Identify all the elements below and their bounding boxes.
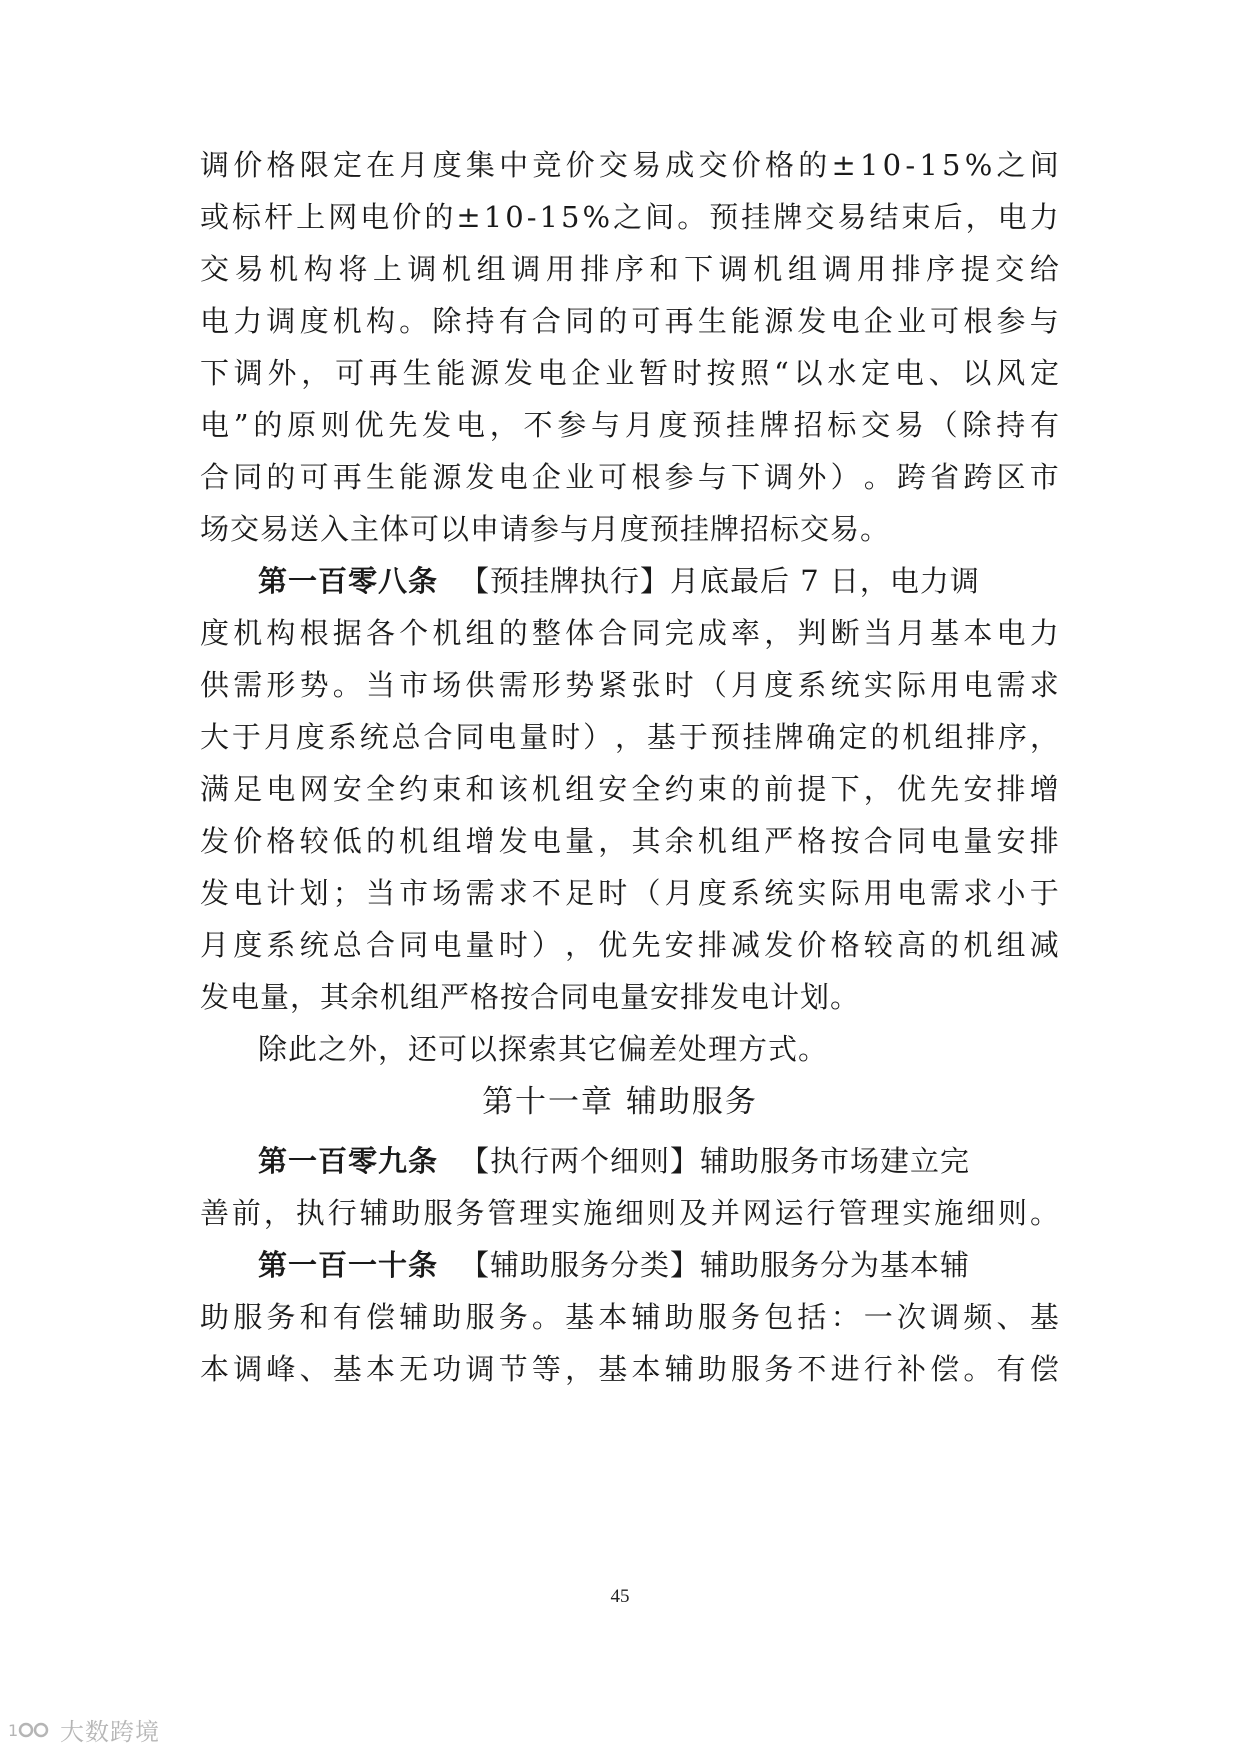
article-110-heading: 第一百一十条 [258, 1248, 439, 1282]
text-line: 发 电 计 划 ； 当 市 场 需 求 不 足 时 （ 月 度 系 统 实 际 用 电 需 求 小 于 [200, 876, 1060, 910]
text-line: 或 标 杆 上 网 电 价 的 ± 1 0 - 1 5 % 之 间 。 预 挂 牌 交 易 结 束 后 ， 电 力 [200, 200, 1060, 234]
text-line: 本 调 峰 、 基 本 无 功 调 节 等 ， 基 本 辅 助 服 务 不 进 行 补 偿 。 有 偿 [200, 1352, 1060, 1386]
text-line: 交 易 机 构 将 上 调 机 组 调 用 排 序 和 下 调 机 组 调 用 排 序 提 交 给 [200, 252, 1060, 286]
text-line: 电 ” 的 原 则 优 先 发 电 ， 不 参 与 月 度 预 挂 牌 招 标 交 易 （ 除 持 有 [200, 408, 1060, 442]
article-108-heading: 第一百零八条 [258, 564, 439, 598]
text-line: 场交易送入主体可以申请参与月度预挂牌招标交易。 [200, 512, 891, 546]
text-line: 度 机 构 根 据 各 个 机 组 的 整 体 合 同 完 成 率 ， 判 断 当 月 基 本 电 力 [200, 616, 1060, 650]
article-110-text: 辅助服务分为基本辅 [700, 1248, 971, 1282]
article-108-first-line [258, 560, 1060, 602]
text-line: 满 足 电 网 安 全 约 束 和 该 机 组 安 全 约 束 的 前 提 下 ， 优 先 安 排 增 [200, 772, 1060, 806]
text-line: 除此之外，还可以探索其它偏差处理方式。 [258, 1032, 829, 1066]
article-110-first-line [258, 1244, 1060, 1286]
watermark [8, 1712, 160, 1747]
article-109-text: 辅助服务市场建立完 [700, 1144, 971, 1178]
text-line: 月 度 系 统 总 合 同 电 量 时 ） ， 优 先 安 排 减 发 价 格 较 高 的 机 组 减 [200, 928, 1060, 962]
watermark-text: 大数跨境 [60, 1718, 160, 1746]
logo-icon [8, 1716, 54, 1744]
text-line: 发电量，其余机组严格按合同电量安排发电计划。 [200, 980, 861, 1014]
page-number: 45 [610, 1586, 630, 1607]
article-108-text: 月底最后 7 日，电力调 [670, 564, 980, 598]
text-line: 电 力 调 度 机 构 。 除 持 有 合 同 的 可 再 生 能 源 发 电 企 业 可 根 参 与 [200, 304, 1060, 338]
article-108-title: 【预挂牌执行】 [460, 564, 671, 598]
text-line: 调 价 格 限 定 在 月 度 集 中 竞 价 交 易 成 交 价 格 的 ± 1 0 - 1 5 % 之 间 [200, 148, 1060, 182]
article-109-title: 【执行两个细则】 [460, 1144, 701, 1178]
article-109-heading: 第一百零九条 [258, 1144, 439, 1178]
text-line: 善 前 ， 执 行 辅 助 服 务 管 理 实 施 细 则 及 并 网 运 行 管 理 实 施 细 则 。 [200, 1196, 1060, 1230]
text-line: 供 需 形 势 。 当 市 场 供 需 形 势 紧 张 时 （ 月 度 系 统 实 际 用 电 需 求 [200, 668, 1060, 702]
svg-text:1: 1 [8, 1720, 20, 1740]
chapter-heading: 第十一章 辅助服务 [482, 1084, 758, 1120]
article-110-title: 【辅助服务分类】 [460, 1248, 701, 1282]
text-line: 合 同 的 可 再 生 能 源 发 电 企 业 可 根 参 与 下 调 外 ） 。 跨 省 跨 区 市 [200, 460, 1060, 494]
text-line: 发 价 格 较 低 的 机 组 增 发 电 量 ， 其 余 机 组 严 格 按 合 同 电 量 安 排 [200, 824, 1060, 858]
text-line: 助 服 务 和 有 偿 辅 助 服 务 。 基 本 辅 助 服 务 包 括 ： 一 次 调 频 、 基 [200, 1300, 1060, 1334]
text-line: 大 于 月 度 系 统 总 合 同 电 量 时 ） ， 基 于 预 挂 牌 确 定 的 机 组 排 序 ， [200, 720, 1060, 754]
text-line: 下 调 外 ， 可 再 生 能 源 发 电 企 业 暂 时 按 照 “ 以 水 定 电 、 以 风 定 [200, 356, 1060, 390]
article-109-first-line [258, 1140, 1060, 1182]
